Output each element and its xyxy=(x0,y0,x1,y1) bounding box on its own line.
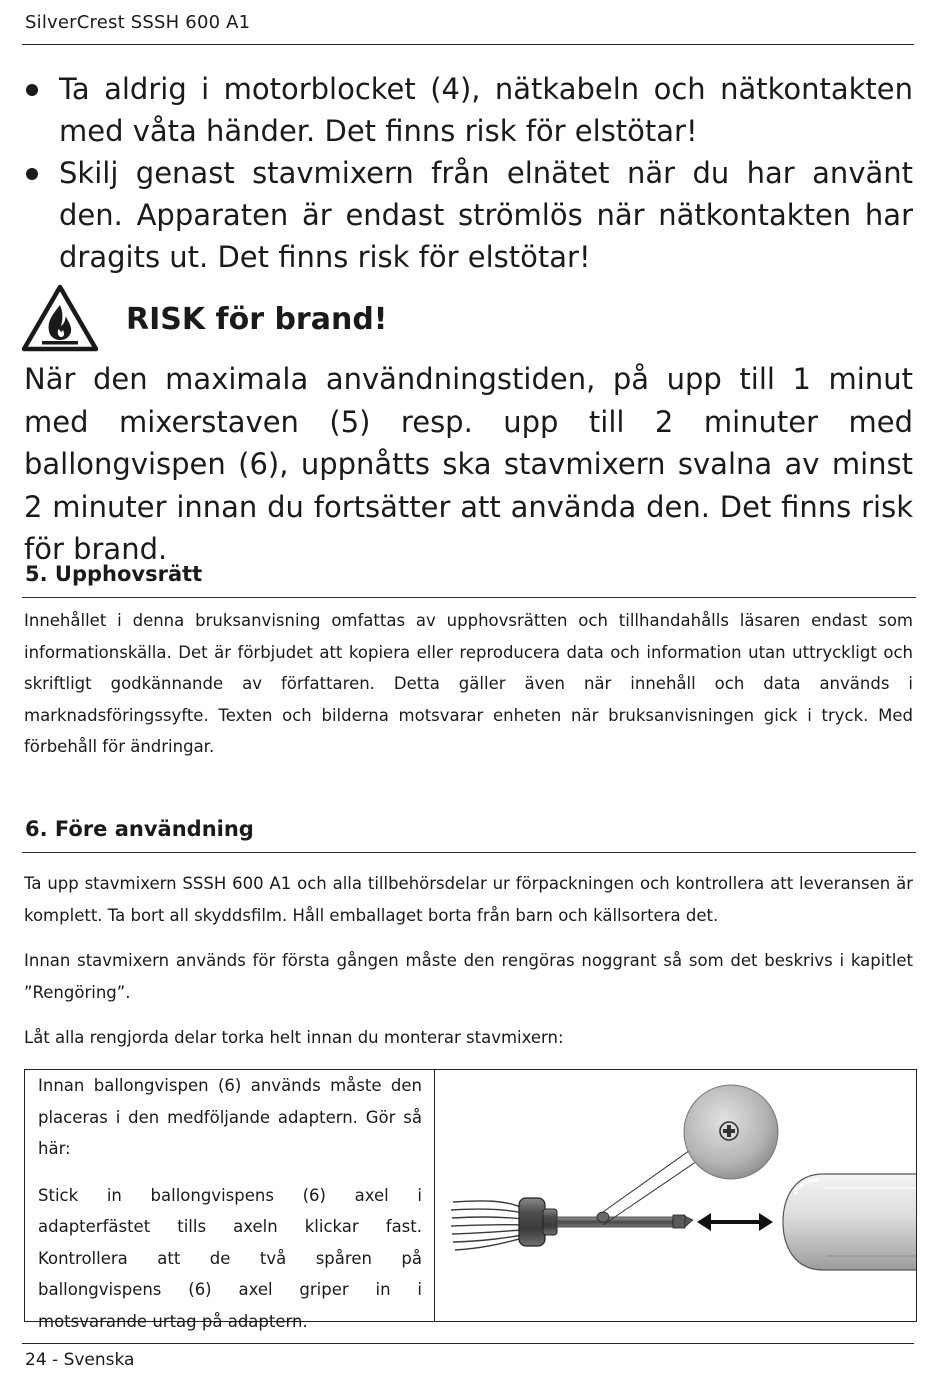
whisk-adapter-illustration xyxy=(435,1070,916,1321)
bullet-text: Ta aldrig i motorblocket (4), nätkabeln och nätkontakten med våta händer. Det finns risk för elstötar! xyxy=(59,72,913,148)
instruction-step: Stick in ballongvispens (6) axel i adapterfästet tills axeln klickar fast. Kontrollera att de två spåren på ballongvispens (6) axel griper in i motsvarande urtag på adaptern. xyxy=(38,1185,422,1331)
whisk-collar xyxy=(543,1209,557,1235)
instruction-table xyxy=(24,1069,917,1331)
instruction-text-cell xyxy=(25,1070,435,1331)
instruction-image-cell xyxy=(435,1070,916,1321)
bullet-item xyxy=(24,152,913,278)
bullet-dot-icon xyxy=(26,84,38,96)
cleaning-note-paragraph: Innan stavmixern används för första gången måste den rengöras noggrant så som det beskrivs i kapitlet ”Rengöring”. xyxy=(24,951,913,1002)
section-heading-before-use: 6. Före användning xyxy=(25,817,254,841)
insert-direction-arrow-icon xyxy=(697,1213,773,1231)
before-use-paragraph: Ta upp stavmixern SSSH 600 A1 och alla tillbehörsdelar ur förpackningen och kontrollera att leveransen är komplett. Ta bort all skyddsfilm. Håll emballaget borta från barn och källsortera det. xyxy=(24,874,913,925)
whisk-wires xyxy=(451,1201,523,1250)
whisk-handle xyxy=(519,1198,545,1246)
fire-risk-text: När den maximala användningstiden, på upp till 1 minut med mixerstaven (5) resp. upp till 2 minuter med ballongvispen (6), uppnåtts ska stavmixern svalna av minst 2 minuter innan du fortsätter att använda den. Det finns risk för brand. xyxy=(24,362,913,566)
copyright-paragraph: Innehållet i denna bruksanvisning omfattas av upphovsrätten och tillhandahålls läsaren endast som informationskälla. Det är förbjudet att kopiera eller reproducera data och information utan uttryckligt och skriftligt godkännande av författaren. Detta gäller även när innehåll och data används i marknadsföringssyfte. Texten och bilderna motsvarar enheten när bruksanvisningen gick i tryck. Med förbehåll för ändringar. xyxy=(24,611,913,756)
bullet-text: Skilj genast stavmixern från elnätet när du har använt den. Apparaten är endast strömlös när nätkontakten har dragits ut. Det finns risk för elstötar! xyxy=(59,156,913,274)
section-divider xyxy=(22,597,916,598)
bullet-item xyxy=(24,68,913,152)
section-divider xyxy=(22,852,916,853)
fire-warning-icon xyxy=(20,283,100,353)
safety-bullet-list xyxy=(24,68,913,278)
footer-divider xyxy=(22,1343,914,1344)
header-divider xyxy=(22,44,914,45)
page-number: 24 - Svenska xyxy=(25,1350,135,1370)
bullet-dot-icon xyxy=(26,168,38,180)
drying-note-paragraph: Låt alla rengjorda delar torka helt innan du monterar stavmixern: xyxy=(24,1028,564,1047)
section-heading-copyright: 5. Upphovsrätt xyxy=(25,562,203,586)
instruction-step: Innan ballongvispen (6) används måste den placeras i den medföljande adaptern. Gör så här: xyxy=(38,1076,422,1158)
running-header: SilverCrest SSSH 600 A1 xyxy=(25,12,251,33)
whisk-shaft xyxy=(557,1217,673,1227)
fire-risk-title: RISK för brand! xyxy=(126,302,388,337)
